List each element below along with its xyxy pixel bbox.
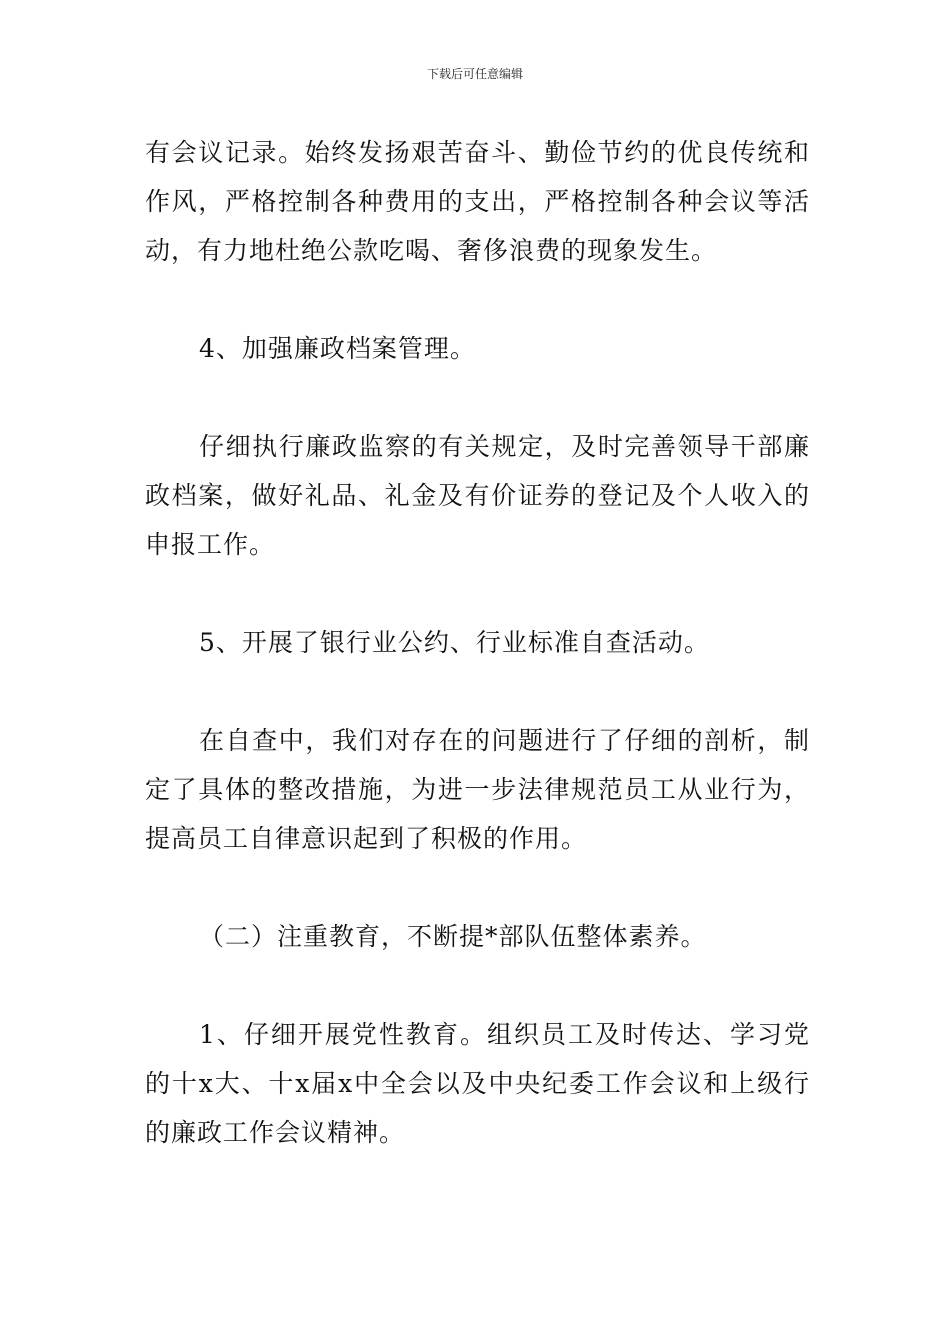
paragraph-self-inspection: 在自查中，我们对存在的问题进行了仔细的剖析，制定了具体的整改措施，为进一步法律规范员工从业行为，提高员工自律意识起到了积极的作用。: [145, 726, 810, 853]
heading-section-2: （二）注重教育，不断提*部队伍整体素养。: [199, 922, 707, 951]
document-body: [145, 128, 810, 1157]
page-header: 下载后可任意编辑: [426, 67, 523, 81]
paragraph-integrity-archives: 仔细执行廉政监察的有关规定，及时完善领导干部廉政档案，做好礼品、礼金及有价证券的登记及个人收入的申报工作。: [145, 432, 810, 559]
paragraph-meeting-records: 有会议记录。始终发扬艰苦奋斗、勤俭节约的优良传统和作风，严格控制各种费用的支出，严格控制各种会议等活动，有力地杜绝公款吃喝、奢侈浪费的现象发生。: [145, 138, 810, 265]
paragraph-party-education: 1、仔细开展党性教育。组织员工及时传达、学习党的十x大、十x届x中全会以及中央纪委工作会议和上级行的廉政工作会议精神。: [145, 1020, 810, 1147]
heading-item-5: 5、开展了银行业公约、行业标准自查活动。: [199, 628, 710, 657]
heading-item-4: 4、加强廉政档案管理。: [199, 334, 476, 363]
